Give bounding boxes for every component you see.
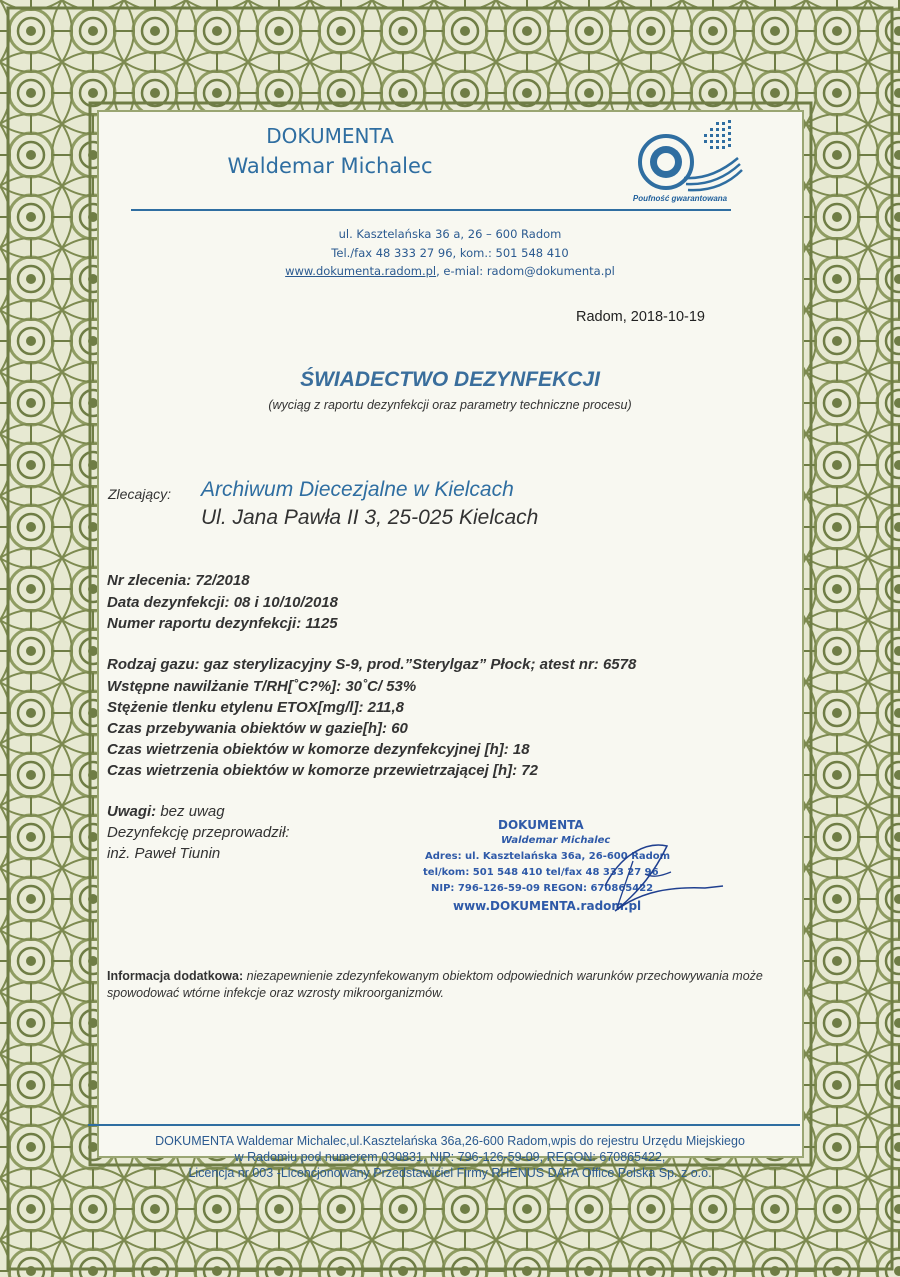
company-phone: Tel./fax 48 333 27 96, kom.: 501 548 410 — [331, 246, 569, 260]
performed-by-name: inż. Paweł Tiunin — [107, 845, 221, 862]
chamber-aeration-time: Czas wietrzenia obiektów w komorze dezynfekcyjnej [h]: 18 — [107, 741, 530, 758]
ventilation-chamber-time: Czas wietrzenia obiektów w komorze przewietrzającej [h]: 72 — [107, 762, 538, 779]
website-link[interactable]: www.dokumenta.radom.pl — [285, 264, 437, 278]
slogan: Poufność gwarantowana — [632, 194, 728, 203]
company-owner: Waldemar Michalec — [227, 154, 433, 178]
stamp-line-4: tel/kom: 501 548 410 tel/fax 48 333 27 96 — [423, 867, 659, 878]
stamp-line-3: Adres: ul. Kasztelańska 36a, 26-600 Radom — [425, 851, 671, 862]
footer-line-2: w Radomiu pod numerem 030831, NIP: 796-126-59-09, REGON: 670865422, — [234, 1150, 666, 1164]
client-label: Zlecający: — [108, 486, 172, 502]
disinfection-date: Data dezynfekcji: 08 i 10/10/2018 — [107, 594, 338, 611]
performed-by-label: Dezynfekcję przeprowadził: — [107, 824, 290, 841]
report-number: Numer raportu dezynfekcji: 1125 — [107, 615, 338, 632]
humidification: Wstępne nawilżanie T/RH[˚C?%]: 30˚C/ 53% — [107, 678, 417, 695]
client-name: Archiwum Diecezjalne w Kielcach — [201, 478, 514, 501]
additional-info-text: niezapewnienie zdezynfekowanym obiektom odpowiednich warunków przechowywania może spowodować wtórne infekcje oraz wzrosty mikroorganizmów. — [107, 969, 763, 1000]
company-stamp — [405, 816, 735, 941]
gas-exposure-time: Czas przebywania obiektów w gazie[h]: 60 — [107, 720, 408, 737]
issue-date: Radom, 2018-10-19 — [576, 309, 705, 325]
gas-type: Rodzaj gazu: gaz sterylizacyjny S-9, prod.”Sterylgaz” Płock; atest nr: 6578 — [107, 656, 637, 673]
certificate-subtitle: (wyciąg z raportu dezynfekcji oraz parametry techniczne procesu) — [268, 398, 632, 412]
footer-line-1: DOKUMENTA Waldemar Michalec,ul.Kasztelańska 36a,26-600 Radom,wpis do rejestru Urzędu Miejskiego — [155, 1134, 745, 1148]
eto-concentration: Stężenie tlenku etylenu ETOX[mg/l]: 211,8 — [107, 699, 405, 716]
additional-info-label: Informacja dodatkowa: — [107, 969, 244, 983]
notes-value: bez uwag — [156, 803, 225, 820]
stamp-line-5: NIP: 796-126-59-09 REGON: 670865422 — [431, 883, 654, 894]
order-number: Nr zlecenia: 72/2018 — [107, 572, 250, 589]
certificate-title: ŚWIADECTWO DEZYNFEKCJI — [300, 368, 600, 391]
footer-line-3: Licencja nr 003 -Licencjonowany Przedstawiciel Firmy RHENUS DATA Office Polska Sp. z o.o. — [188, 1166, 712, 1180]
additional-info — [107, 968, 787, 1002]
notes — [107, 803, 225, 820]
email-text: , e-mial: radom@dokumenta.pl — [436, 264, 615, 278]
signature — [405, 816, 735, 941]
footer-divider — [88, 1124, 800, 1126]
stamp-line-6: www.DOKUMENTA.radom.pl — [453, 899, 642, 913]
stamp-line-2: Waldemar Michalec — [501, 835, 611, 846]
notes-label: Uwagi: — [107, 803, 157, 820]
company-address: ul. Kasztelańska 36 a, 26 – 600 Radom — [338, 227, 562, 241]
header-divider — [131, 209, 731, 211]
company-contact — [0, 264, 900, 278]
stamp-line-1: DOKUMENTA — [498, 818, 584, 832]
dokumenta-logo — [634, 118, 744, 206]
client-address: Ul. Jana Pawła II 3, 25-025 Kielcach — [201, 506, 539, 529]
company-name: DOKUMENTA — [266, 124, 394, 148]
